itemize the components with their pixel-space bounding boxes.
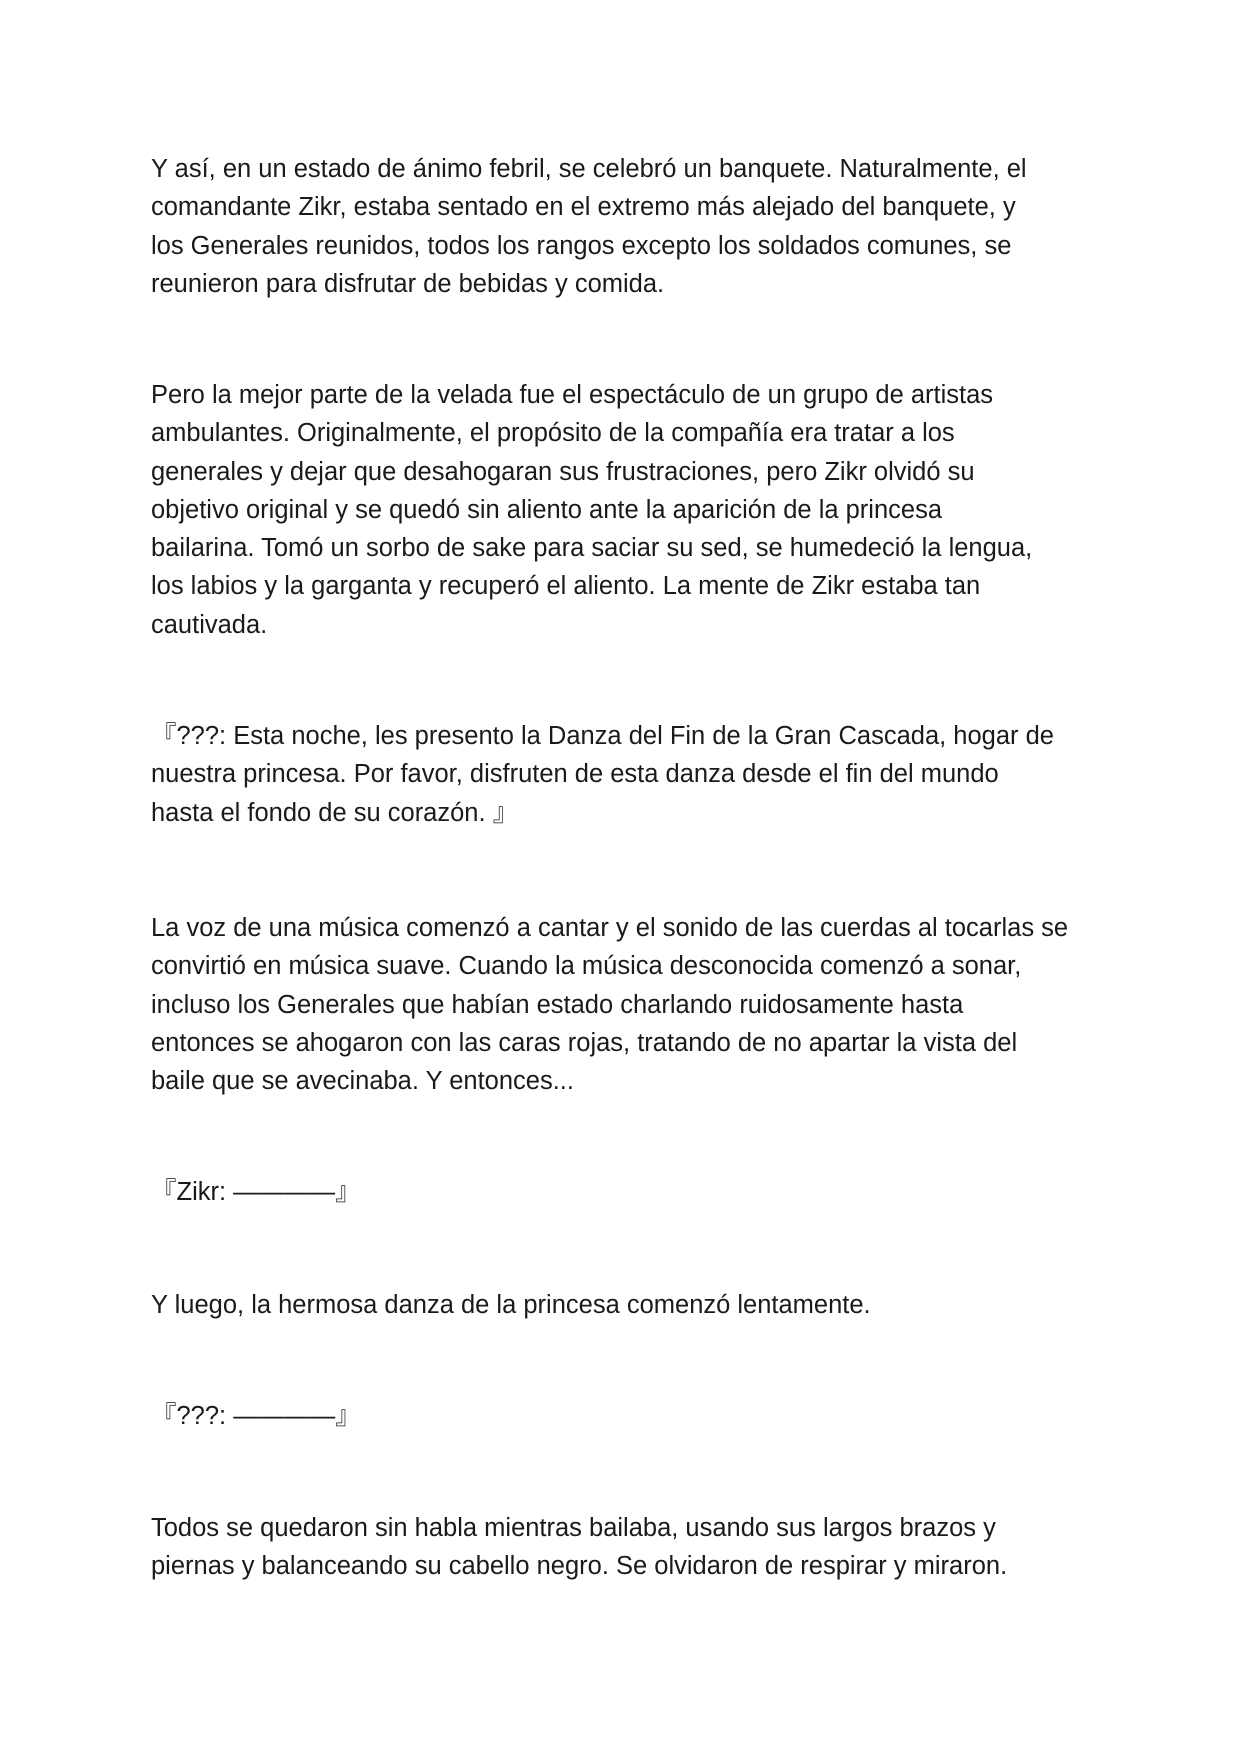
narration-paragraph: La voz de una música comenzó a cantar y el sonido de las cuerdas al tocarlas se convirtió en música suave. Cuando la música desconocida comenzó a sonar, incluso los Generales que habían estado charlando ruidosamente hasta entonces se ahogaron con las caras rojas, tratando de no apartar la vista del baile que se avecinaba. Y entonces... [151, 914, 1069, 1096]
dialogue-line: 『Zikr: ————』 [151, 1178, 361, 1206]
dialogue-line: 『???: Esta noche, les presento la Danza del Fin de la Gran Cascada, hogar de nuestra princesa. Por favor, disfruten de esta danza desde el fin del mundo hasta el fondo de su corazón. 』 [151, 722, 1054, 827]
narration-paragraph: Pero la mejor parte de la velada fue el espectáculo de un grupo de artistas ambulantes. Originalmente, el propósito de la compañía era tratar a los generales y dejar que desahogaran sus frustraciones, pero Zikr olvidó su objetivo original y se quedó sin aliento ante la aparición de la princesa bailarina. Tomó un sorbo de sake para saciar su sed, se humedeció la lengua, los labios y la garganta y recuperó el aliento. La mente de Zikr estaba tan cautivada. [151, 381, 1033, 639]
narration-paragraph: Todos se quedaron sin habla mientras bailaba, usando sus largos brazos y piernas y balanceando su cabello negro. Se olvidaron de respirar y miraron. [151, 1514, 1008, 1581]
narration-paragraph: Y luego, la hermosa danza de la princesa comenzó lentamente. [151, 1291, 871, 1319]
narration-paragraph: Y así, en un estado de ánimo febril, se celebró un banquete. Naturalmente, el comandante Zikr, estaba sentado en el extremo más alejado del banquete, y los Generales reunidos, todos los rangos excepto los soldados comunes, se reunieron para disfrutar de bebidas y comida. [151, 155, 1027, 298]
dialogue-line: 『???: ————』 [151, 1402, 361, 1430]
